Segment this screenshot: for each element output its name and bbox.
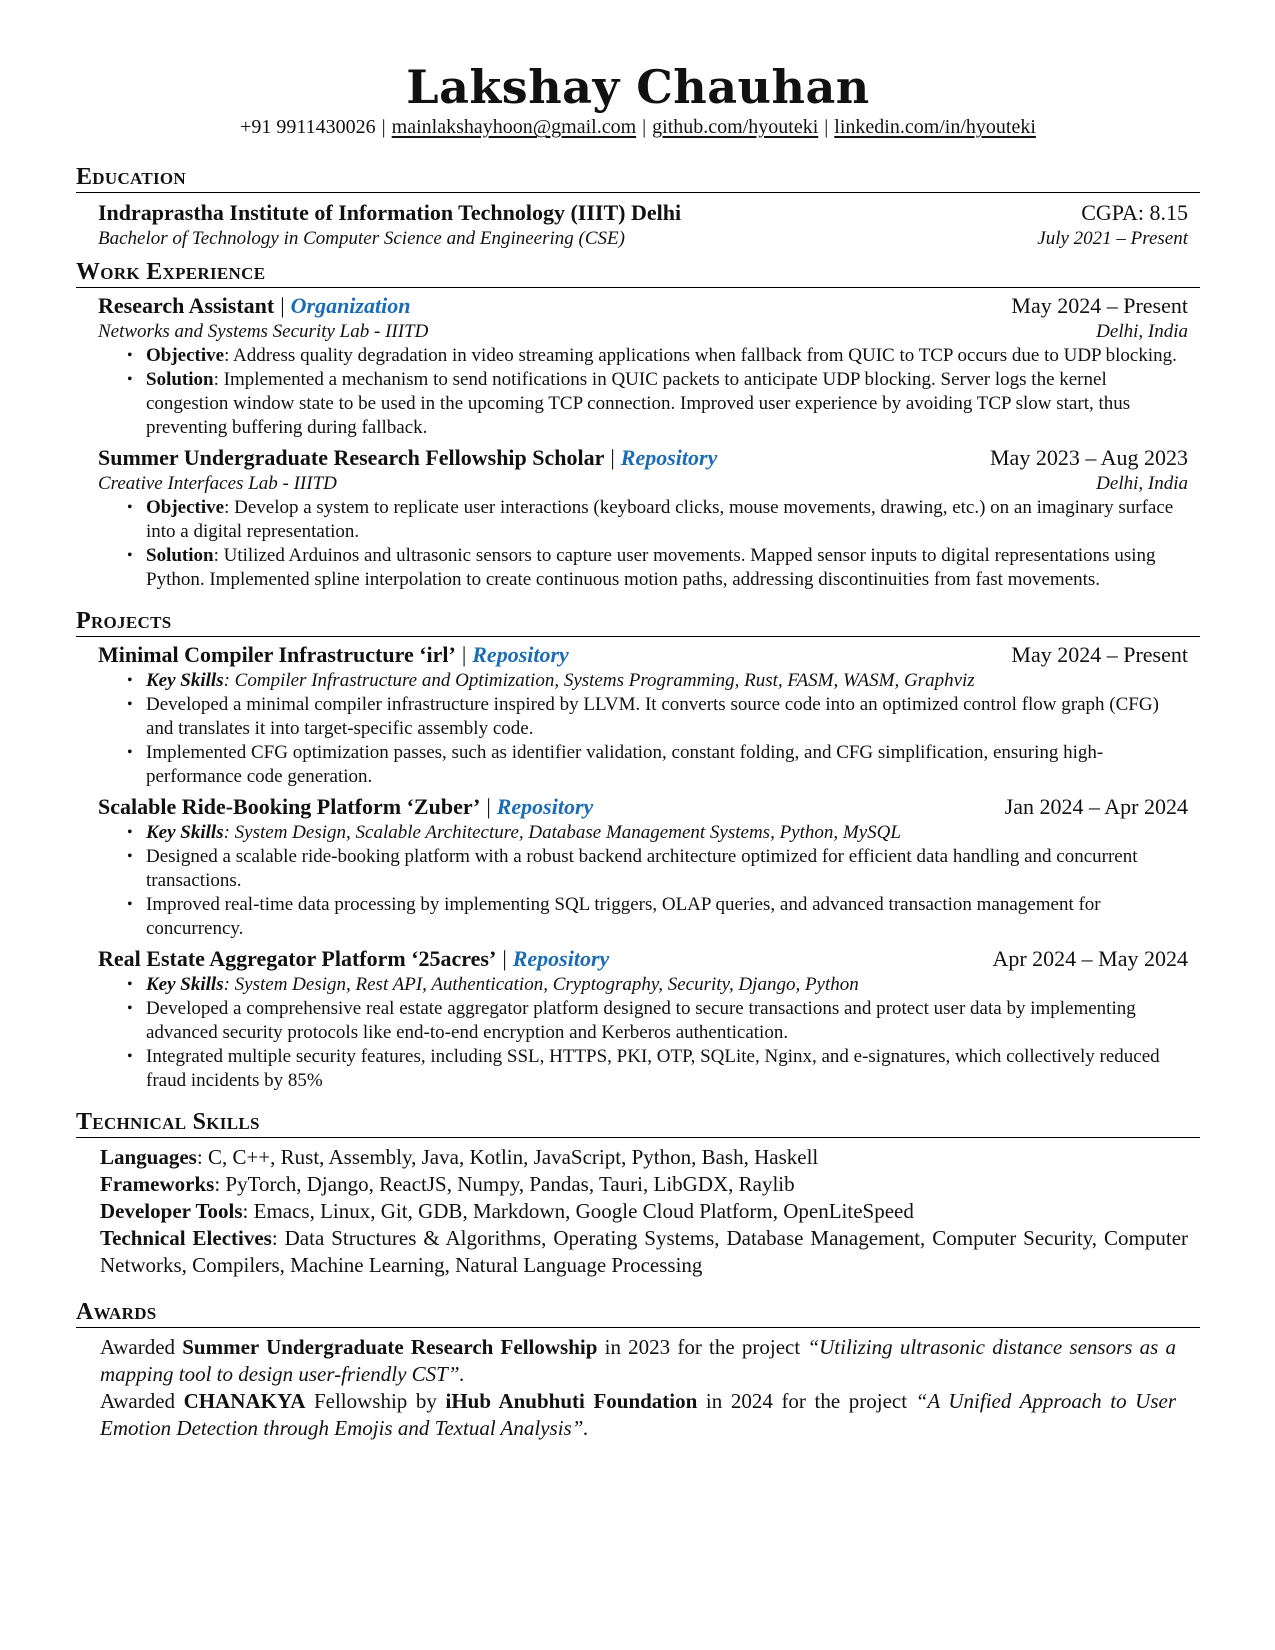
title-separator: | (280, 293, 285, 318)
repository-link[interactable]: Repository (512, 946, 610, 971)
skills-label: Languages (100, 1145, 197, 1169)
job-role: Research Assistant (98, 293, 275, 318)
skills-text: : C, C++, Rust, Assembly, Java, Kotlin, JavaScript, Python, Bash, Haskell (196, 1145, 819, 1169)
bullet-label: Solution (146, 369, 214, 390)
project-entry (76, 793, 1200, 941)
award-text: Fellowship by (305, 1389, 446, 1413)
skills-label: Technical Electives (100, 1226, 272, 1250)
key-skills-text: : Compiler Infrastructure and Optimization, Systems Programming, Rust, FASM, WASM, Graphviz (223, 670, 975, 691)
list-item (146, 496, 1188, 544)
job-org: Networks and Systems Security Lab - IIITD (98, 321, 429, 342)
project-dates: May 2024 – Present (1011, 642, 1188, 667)
education-subrow (76, 227, 1200, 251)
project-bullets (76, 669, 1200, 789)
skills-text: : PyTorch, Django, ReactJS, Numpy, Pandas, Tauri, LibGDX, Raylib (214, 1172, 795, 1196)
award-text: Awarded (100, 1389, 184, 1413)
project-header (76, 793, 1200, 821)
key-skills-label: Key Skills (146, 974, 224, 995)
list-item (146, 973, 1188, 997)
title-separator: | (610, 445, 615, 470)
list-item (146, 368, 1188, 440)
job-entry (76, 444, 1200, 592)
key-skills-label: Key Skills (146, 670, 224, 691)
cgpa: CGPA: 8.15 (1081, 200, 1188, 225)
candidate-name: Lakshay Chauhan (406, 60, 870, 114)
title-separator: | (486, 794, 491, 819)
job-entry (76, 292, 1200, 440)
bullet-text: : Implemented a mechanism to send notifications in QUIC packets to anticipate UDP blocking. Server logs the kernel congestion window state to be used in the upcoming TCP connection. Improved user experience by avoiding TCP slow start, thus preventing buffering during fallback. (146, 369, 1131, 438)
skills-heading: Technical Skills (76, 1109, 1200, 1138)
skills-text: : Emacs, Linux, Git, GDB, Markdown, Google Cloud Platform, OpenLiteSpeed (242, 1199, 914, 1223)
degree: Bachelor of Technology in Computer Science and Engineering (CSE) (98, 228, 625, 249)
project-name: Minimal Compiler Infrastructure ‘irl’ (98, 642, 456, 667)
institution-name: Indraprastha Institute of Information Technology (IIIT) Delhi (98, 200, 682, 225)
repository-link[interactable]: Repository (496, 794, 594, 819)
email-link[interactable]: mainlakshayhoon@gmail.com (391, 116, 637, 138)
resume-page (76, 60, 1200, 1442)
award-organization: iHub Anubhuti Foundation (445, 1389, 698, 1413)
project-name: Scalable Ride-Booking Platform ‘Zuber’ (98, 794, 481, 819)
job-bullets (76, 496, 1200, 592)
project-bullets (76, 821, 1200, 941)
award-item (100, 1334, 1176, 1388)
job-header (76, 444, 1200, 472)
key-skills-text: : System Design, Scalable Architecture, Database Management Systems, Python, MySQL (223, 822, 901, 843)
education-heading: Education (76, 164, 1200, 193)
bullet-label: Objective (146, 345, 225, 366)
organization-link[interactable]: Organization (290, 293, 411, 318)
award-name: CHANAKYA (183, 1389, 306, 1413)
award-text: in 2024 for the project (697, 1389, 916, 1413)
job-dates: May 2024 – Present (1011, 293, 1188, 318)
bullet-label: Solution (146, 545, 214, 566)
list-item: • Integrated multiple security features, including SSL, HTTPS, PKI, OTP, SQLite, Nginx, and e-signatures, which collectively reduced fraud incidents by 85% (146, 1045, 1188, 1093)
projects-heading: Projects (76, 608, 1200, 637)
award-text: Awarded (100, 1335, 183, 1359)
skills-label: Frameworks (100, 1172, 215, 1196)
bullet-label: Objective (146, 497, 225, 518)
linkedin-link[interactable]: linkedin.com/in/hyouteki (834, 116, 1036, 138)
awards-heading: Awards (76, 1299, 1200, 1328)
project-bullets (76, 973, 1200, 1093)
awards-block (76, 1334, 1200, 1442)
list-item (146, 344, 1188, 368)
skills-label: Developer Tools (100, 1199, 243, 1223)
award-project: “A Unified Approach to User Emotion Detection through Emojis and Textual Analysis”. (100, 1389, 1176, 1440)
bullet-text: : Address quality degradation in video streaming applications when fallback from QUIC to TCP occurs due to UDP blocking. (224, 345, 1177, 366)
list-item: • Developed a minimal compiler infrastructure inspired by LLVM. It converts source code into an optimized control flow graph (CFG) and translates it into target-specific assembly code. (146, 693, 1188, 741)
list-item: • Developed a comprehensive real estate aggregator platform designed to secure transactions and protect user data by implementing advanced security protocols like end-to-end encryption and Kerberos authentication. (146, 997, 1188, 1045)
job-location: Delhi, India (1096, 321, 1188, 342)
job-location: Delhi, India (1096, 473, 1188, 494)
contact-line (76, 114, 1200, 140)
job-subrow (76, 320, 1200, 344)
key-skills-text: : System Design, Rest API, Authentication, Cryptography, Security, Django, Python (223, 974, 859, 995)
list-item: • Designed a scalable ride-booking platform with a robust backend architecture optimized for efficient data handling and concurrent transactions. (146, 845, 1188, 893)
key-skills-label: Key Skills (146, 822, 224, 843)
award-project: “Utilizing ultrasonic distance sensors as a mapping tool to design user-friendly CST”. (100, 1335, 1176, 1386)
list-item (146, 669, 1188, 693)
skills-frameworks (100, 1171, 1188, 1198)
title-separator: | (461, 642, 467, 667)
project-entry (76, 945, 1200, 1093)
project-header (76, 945, 1200, 973)
job-org: Creative Interfaces Lab - IIITD (98, 473, 337, 494)
work-heading: Work Experience (76, 259, 1200, 288)
award-item (100, 1388, 1176, 1442)
job-dates: May 2023 – Aug 2023 (990, 445, 1188, 470)
skills-languages (100, 1144, 1188, 1171)
skills-block (76, 1144, 1200, 1279)
job-header (76, 292, 1200, 320)
award-name: Summer Undergraduate Research Fellowship (182, 1335, 598, 1359)
repository-link[interactable]: Repository (620, 445, 718, 470)
bullet-text: : Develop a system to replicate user interactions (keyboard clicks, mouse movements, drawing, etc.) on an imaginary surface into a digital representation. (146, 497, 1174, 542)
project-dates: Jan 2024 – Apr 2024 (1004, 794, 1188, 819)
contact-separator: | (642, 116, 647, 138)
skills-text: : Data Structures & Algorithms, Operating Systems, Database Management, Computer Security, Computer Networks, Compilers, Machine Learning, Natural Language Processing (100, 1226, 1189, 1277)
job-bullets (76, 344, 1200, 440)
project-name: Real Estate Aggregator Platform ‘25acres’ (98, 946, 497, 971)
award-text: in 2023 for the project (597, 1335, 808, 1359)
list-item (146, 544, 1188, 592)
list-item: • Improved real-time data processing by implementing SQL triggers, OLAP queries, and advanced transaction management for concurrency. (146, 893, 1188, 941)
title-separator: | (502, 946, 507, 971)
project-dates: Apr 2024 – May 2024 (992, 946, 1188, 971)
skills-tools (100, 1198, 1188, 1225)
list-item: • Implemented CFG optimization passes, such as identifier validation, constant folding, and CFG simplification, ensuring high-performance code generation. (146, 741, 1188, 789)
github-link[interactable]: github.com/hyouteki (652, 116, 819, 138)
skills-electives (100, 1225, 1188, 1279)
list-item (146, 821, 1188, 845)
bullet-text: : Utilized Arduinos and ultrasonic sensors to capture user movements. Mapped sensor inputs to digital representations using Python. Implemented spline interpolation to create continuous motion paths, addressing discontinuities from fast movements. (146, 545, 1156, 590)
project-entry (76, 641, 1200, 789)
job-role: Summer Undergraduate Research Fellowship Scholar (98, 445, 605, 470)
project-header (76, 641, 1200, 669)
contact-separator: | (824, 116, 829, 138)
repository-link[interactable]: Repository (472, 642, 569, 667)
education-dates: July 2021 – Present (1037, 228, 1188, 249)
education-entry (76, 199, 1200, 227)
contact-separator: | (381, 116, 386, 138)
job-subrow (76, 472, 1200, 496)
phone-number: +91 9911430026 (240, 116, 376, 138)
